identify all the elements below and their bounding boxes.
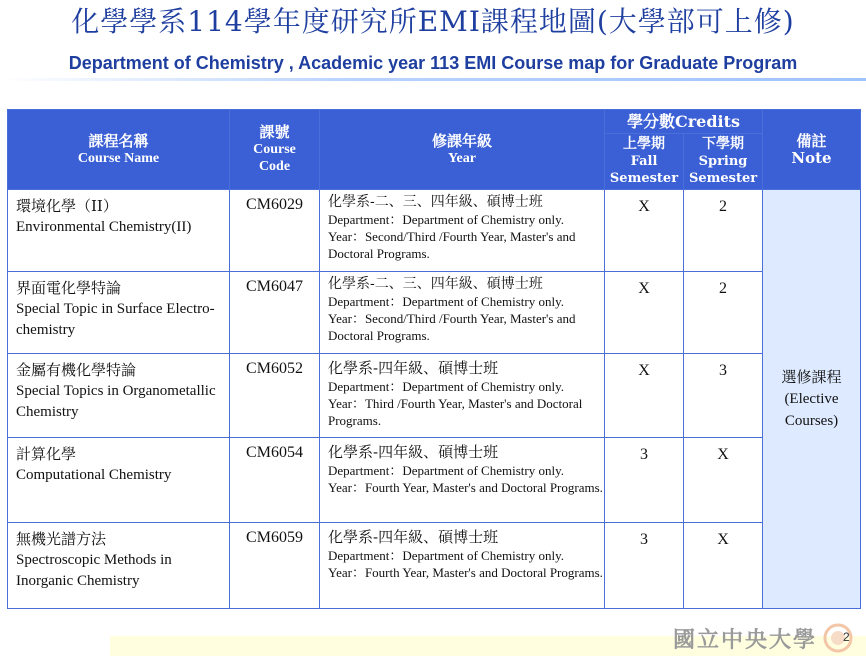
course-name-cell: 計算化學 Computational Chemistry [8,438,230,523]
year-cell: 化學系-四年級、碩博士班 Department：Department of Chemistry only. Year：Fourth Year, Master's and Doctoral Programs. [320,438,605,523]
spring-credit-cell: X [684,523,763,609]
fall-credit-cell: X [605,272,684,354]
course-code-cell: CM6047 [230,272,320,354]
fall-credit-cell: 3 [605,438,684,523]
table-row [8,272,861,354]
course-map-table [7,109,861,609]
header-note: 備註 Note [763,110,861,190]
table-row [8,438,861,523]
course-name-cell: 無機光譜方法 Spectroscopic Methods in Inorganic Chemistry [8,523,230,609]
fall-credit-cell: X [605,190,684,272]
course-code-cell: CM6054 [230,438,320,523]
course-code-cell: CM6059 [230,523,320,609]
course-name-cell: 界面電化學特論 Special Topic in Surface Electro- chemistry [8,272,230,354]
fall-credit-cell: 3 [605,523,684,609]
table-row [8,190,861,272]
course-name-cell: 金屬有機化學特論 Special Topics in Organometallic Chemistry [8,354,230,438]
year-cell: 化學系-二、三、四年級、碩博士班 Department：Department of Chemistry only. Year：Second/Third /Fourth Year, Master's and Doctoral Programs. [320,272,605,354]
university-logo-text: 國立中央大學 [673,627,818,653]
year-cell: 化學系-二、三、四年級、碩博士班 Department：Department of Chemistry only. Year：Second/Third /Fourth Year, Master's and Doctoral Programs. [320,190,605,272]
table-row [8,523,861,609]
table-row [8,354,861,438]
course-name-cell: 環境化學（II） Environmental Chemistry(II) [8,190,230,272]
course-code-cell: CM6052 [230,354,320,438]
university-seal-icon [820,622,856,654]
header-course-code: 課號 Course Code [230,110,320,190]
note-cell: 選修課程 (Elective Courses) [763,190,861,609]
header-year: 修課年級 Year [320,110,605,190]
footer-left-strip [0,636,106,656]
course-code-cell: CM6029 [230,190,320,272]
page-title: 化學學系114學年度研究所EMI課程地圖(大學部可上修) [71,5,795,38]
header-credits: 學分數Credits [605,110,763,134]
year-cell: 化學系-四年級、碩博士班 Department：Department of Chemistry only. Year：Third /Fourth Year, Master's and Doctoral Programs. [320,354,605,438]
fall-credit-cell: X [605,354,684,438]
title-divider [0,78,866,81]
spring-credit-cell: 2 [684,272,763,354]
spring-credit-cell: 3 [684,354,763,438]
year-cell: 化學系-四年級、碩博士班 Department：Department of Chemistry only. Year：Fourth Year, Master's and Doctoral Programs. [320,523,605,609]
header-fall: 上學期 Fall Semester [605,134,684,190]
spring-credit-cell: X [684,438,763,523]
spring-credit-cell: 2 [684,190,763,272]
page-number: 2 [843,630,850,644]
header-course-name: 課程名稱 Course Name [8,110,230,190]
header-spring: 下學期 Spring Semester [684,134,763,190]
page-subtitle: Department of Chemistry , Academic year 113 EMI Course map for Graduate Program [68,53,798,73]
